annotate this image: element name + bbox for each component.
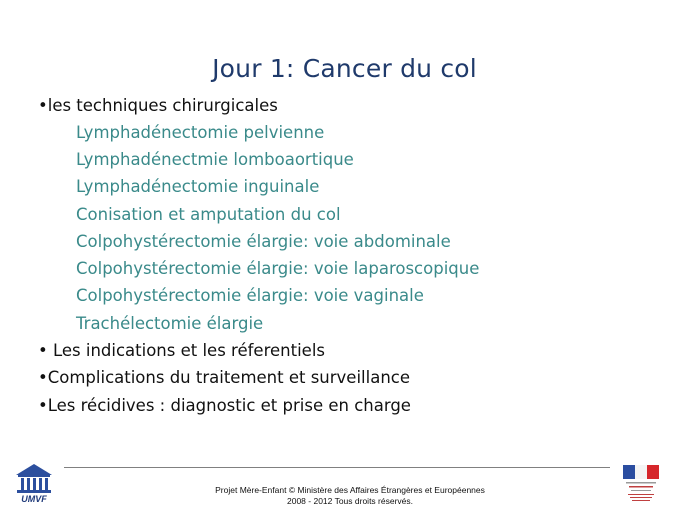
bullet-techniques: •les techniques chirurgicales	[38, 96, 278, 115]
bullet-recidives: •Les récidives : diagnostic et prise en charge	[38, 396, 411, 415]
footer-divider	[64, 467, 610, 468]
umvf-building-icon	[12, 462, 56, 496]
sub-item-lymph-pelvienne: Lymphadénectomie pelvienne	[76, 123, 325, 142]
sub-item-conisation: Conisation et amputation du col	[76, 205, 341, 224]
slide-title: Jour 1: Cancer du col	[212, 54, 477, 83]
sub-item-voie-vaginale: Colpohystérectomie élargie: voie vaginale	[76, 286, 424, 305]
republique-francaise-emblem-icon	[620, 463, 662, 509]
sub-item-voie-abdominale: Colpohystérectomie élargie: voie abdominale	[76, 232, 451, 251]
sub-item-lymph-inguinale: Lymphadénectomie inguinale	[76, 177, 320, 196]
umvf-logo	[12, 462, 56, 506]
bullet-complications: •Complications du traitement et surveillance	[38, 368, 410, 387]
footer-copyright	[150, 485, 550, 507]
footer-line-2: 2008 - 2012 Tous droits réservés.	[287, 496, 413, 506]
footer-line-1: Projet Mère-Enfant © Ministère des Affaires Étrangères et Européennes	[215, 485, 485, 495]
bullet-indications: • Les indications et les réferentiels	[38, 341, 325, 360]
sub-item-voie-laparoscopique: Colpohystérectomie élargie: voie laparoscopique	[76, 259, 480, 278]
ministry-logo	[620, 463, 662, 509]
sub-item-trachelectomie: Trachélectomie élargie	[76, 314, 264, 333]
umvf-logo-text: UMVF	[21, 494, 47, 504]
sub-item-lymph-lomboaortique: Lymphadénectmie lomboaortique	[76, 150, 354, 169]
